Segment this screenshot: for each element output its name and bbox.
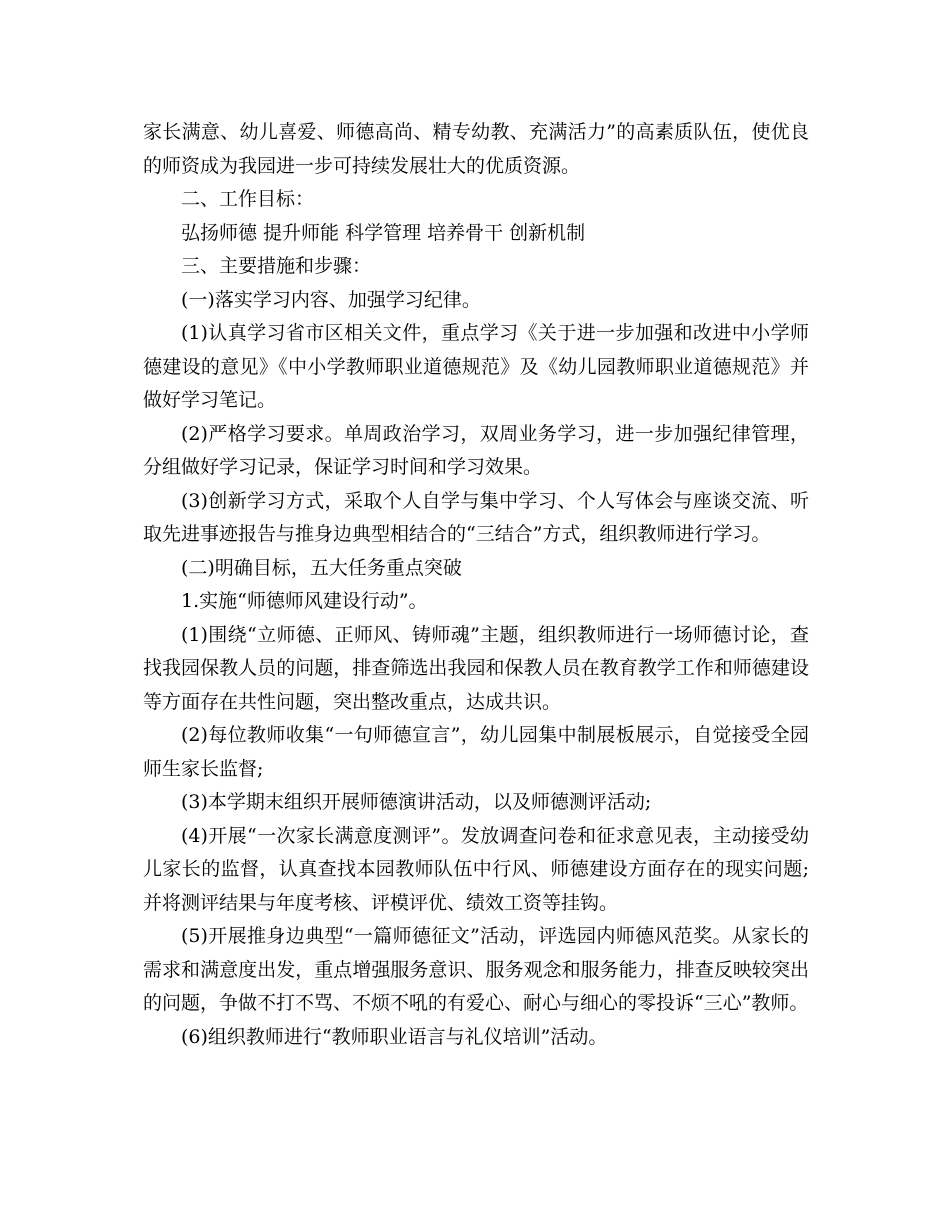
heading-work-goals: 二、工作目标： bbox=[181, 188, 315, 210]
document-body bbox=[143, 116, 809, 1054]
paragraph-goals-list: 弘扬师德 提升师能 科学管理 培养骨干 创新机制 bbox=[181, 221, 586, 244]
paragraph-intro-continuation: 家长满意、幼儿喜爱、师德高尚、精专幼教、充满活力”的高素质队伍，使优良的师资成为我园进一步可持续发展壮大的优质资源。 bbox=[143, 121, 809, 177]
paragraph-ethics-item-5: (5)开展推身边典型“一篇师德征文”活动，评选园内师德风范奖。从家长的需求和满意度出发，重点增强服务意识、服务观念和服务能力，排查反映较突出的问题，争做不打不骂、不烦不吼的有爱心、耐心与细心的零投诉“三心”教师。 bbox=[143, 925, 809, 1014]
paragraph-ethics-item-2: (2)每位教师收集“一句师德宣言”，幼儿园集中制展板展示，自觉接受全园师生家长监督; bbox=[143, 724, 809, 780]
paragraph-item-1: (1)认真学习省市区相关文件，重点学习《关于进一步加强和改进中小学师德建设的意见》《中小学教师职业道德规范》及《幼儿园教师职业道德规范》并做好学习笔记。 bbox=[143, 322, 809, 411]
subheading-study-content: (一)落实学习内容、加强学习纪律。 bbox=[181, 288, 481, 311]
heading-main-measures: 三、主要措施和步骤： bbox=[181, 255, 372, 277]
paragraph-item-2: (2)严格学习要求。单周政治学习，双周业务学习，进一步加强纪律管理，分组做好学习记录，保证学习时间和学习效果。 bbox=[143, 422, 809, 478]
paragraph-ethics-item-1: (1)围绕“立师德、正师风、铸师魂”主题，组织教师进行一场师德讨论，查找我园保教人员的问题，排查筛选出我园和保教人员在教育教学工作和师德建设等方面存在共性问题，突出整改重点，达成共识。 bbox=[143, 623, 809, 713]
paragraph-item-3: (3)创新学习方式，采取个人自学与集中学习、个人写体会与座谈交流、听取先进事迹报告与推身边典型相结合的“三结合”方式，组织教师进行学习。 bbox=[143, 489, 809, 545]
paragraph-ethics-item-4: (4)开展“一次家长满意度测评”。发放调查问卷和征求意见表，主动接受幼儿家长的监督，认真查找本园教师队伍中行风、师德建设方面存在的现实问题;并将测评结果与年度考核、评模评优、绩效工资等挂钩。 bbox=[143, 824, 809, 914]
heading-ethics-action: 1.实施“师德师风建设行动”。 bbox=[181, 590, 428, 612]
paragraph-ethics-item-6: (6)组织教师进行“教师职业语言与礼仪培训”活动。 bbox=[181, 1025, 608, 1048]
paragraph-ethics-item-3: (3)本学期末组织开展师德演讲活动，以及师德测评活动; bbox=[181, 791, 652, 813]
subheading-five-tasks: (二)明确目标，五大任务重点突破 bbox=[181, 556, 462, 579]
